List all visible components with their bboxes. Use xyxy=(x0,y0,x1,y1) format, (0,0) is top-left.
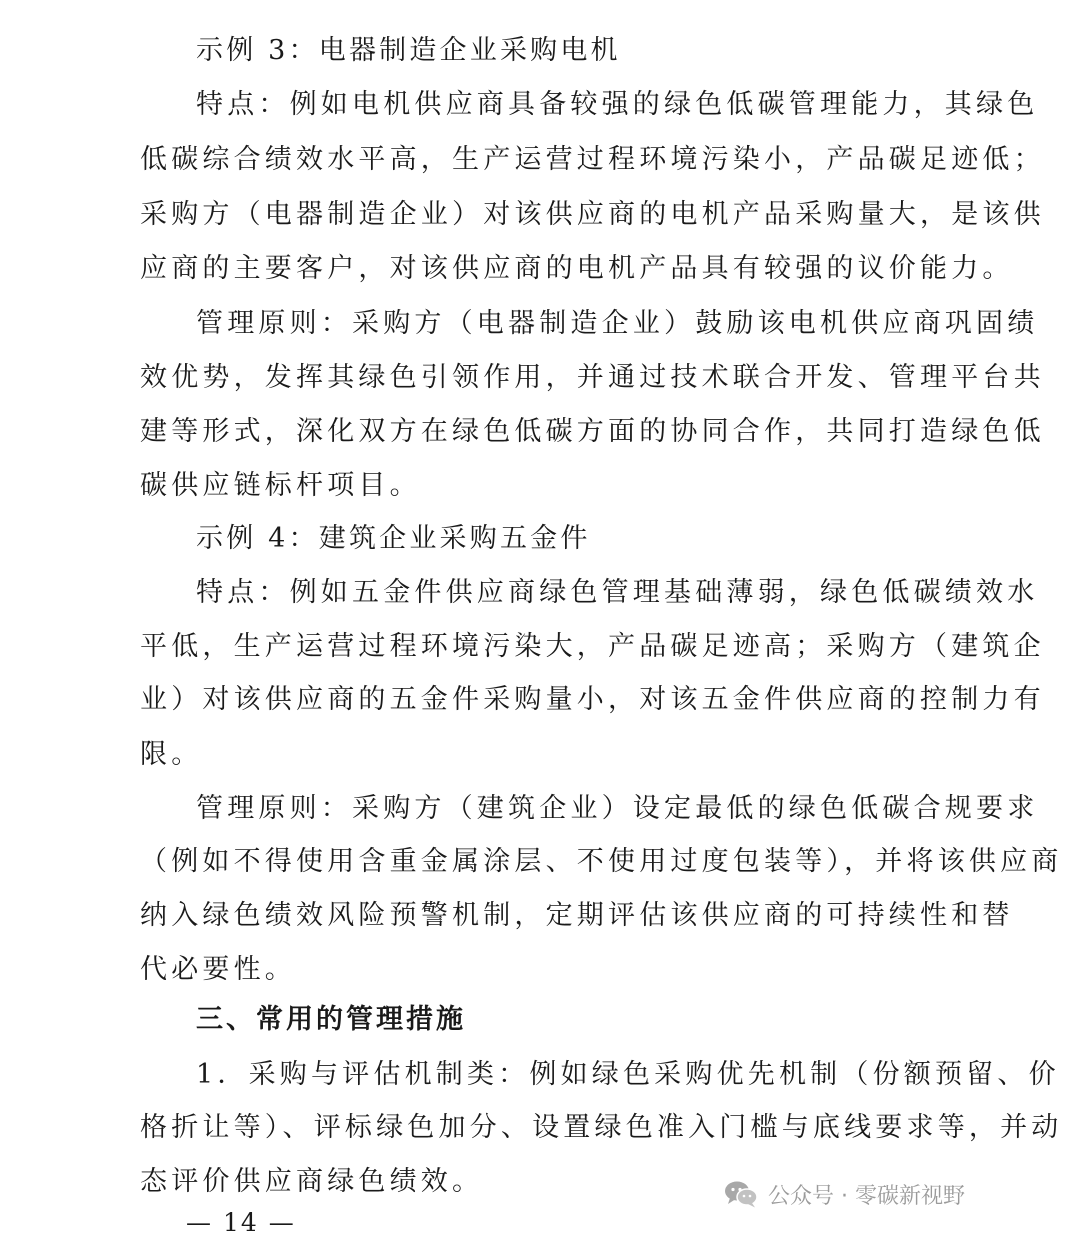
wechat-icon xyxy=(724,1180,758,1208)
paragraph-line: 管理原则：采购方（电器制造企业）鼓励该电机供应商巩固绩 xyxy=(196,308,1039,339)
paragraph-line: 态评价供应商绿色绩效。 xyxy=(140,1166,484,1197)
watermark-text: 公众号 · 零碳新视野 xyxy=(768,1183,965,1209)
paragraph-line: 限。 xyxy=(140,739,203,770)
wechat-watermark xyxy=(724,1176,965,1212)
paragraph-line: 效优势，发挥其绿色引领作用，并通过技术联合开发、管理平台共 xyxy=(140,362,1045,393)
paragraph-line: 采购方（电器制造企业）对该供应商的电机产品采购量大，是该供 xyxy=(140,199,1045,230)
paragraph-line: 管理原则：采购方（建筑企业）设定最低的绿色低碳合规要求 xyxy=(196,793,1039,824)
example-3-title: 示例 3：电器制造企业采购电机 xyxy=(196,35,621,66)
paragraph-line: 特点：例如五金件供应商绿色管理基础薄弱，绿色低碳绩效水 xyxy=(196,577,1039,608)
paragraph-line: 1．采购与评估机制类：例如绿色采购优先机制（份额预留、价 xyxy=(196,1059,1060,1090)
section-heading: 三、常用的管理措施 xyxy=(196,1004,466,1035)
paragraph-line: 业）对该供应商的五金件采购量小，对该五金件供应商的控制力有 xyxy=(140,684,1045,715)
paragraph-line: 碳供应链标杆项目。 xyxy=(140,470,421,501)
paragraph-line: 纳入绿色绩效风险预警机制，定期评估该供应商的可持续性和替 xyxy=(140,900,1014,931)
paragraph-line: 平低，生产运营过程环境污染大，产品碳足迹高；采购方（建筑企 xyxy=(140,631,1045,662)
page-number: — 14 — xyxy=(186,1208,296,1237)
example-4-title: 示例 4：建筑企业采购五金件 xyxy=(196,523,591,554)
paragraph-line: 格折让等）、评标绿色加分、设置绿色准入门槛与底线要求等，并动 xyxy=(140,1112,1063,1143)
paragraph-line: 低碳综合绩效水平高，生产运营过程环境污染小，产品碳足迹低； xyxy=(140,144,1045,175)
paragraph-line: （例如不得使用含重金属涂层、不使用过度包装等），并将该供应商 xyxy=(140,846,1063,877)
paragraph-line: 代必要性。 xyxy=(140,954,296,985)
paragraph-line: 特点：例如电机供应商具备较强的绿色低碳管理能力，其绿色 xyxy=(196,89,1039,120)
paragraph-line: 建等形式，深化双方在绿色低碳方面的协同合作，共同打造绿色低 xyxy=(140,416,1045,447)
paragraph-line: 应商的主要客户，对该供应商的电机产品具有较强的议价能力。 xyxy=(140,253,1014,284)
